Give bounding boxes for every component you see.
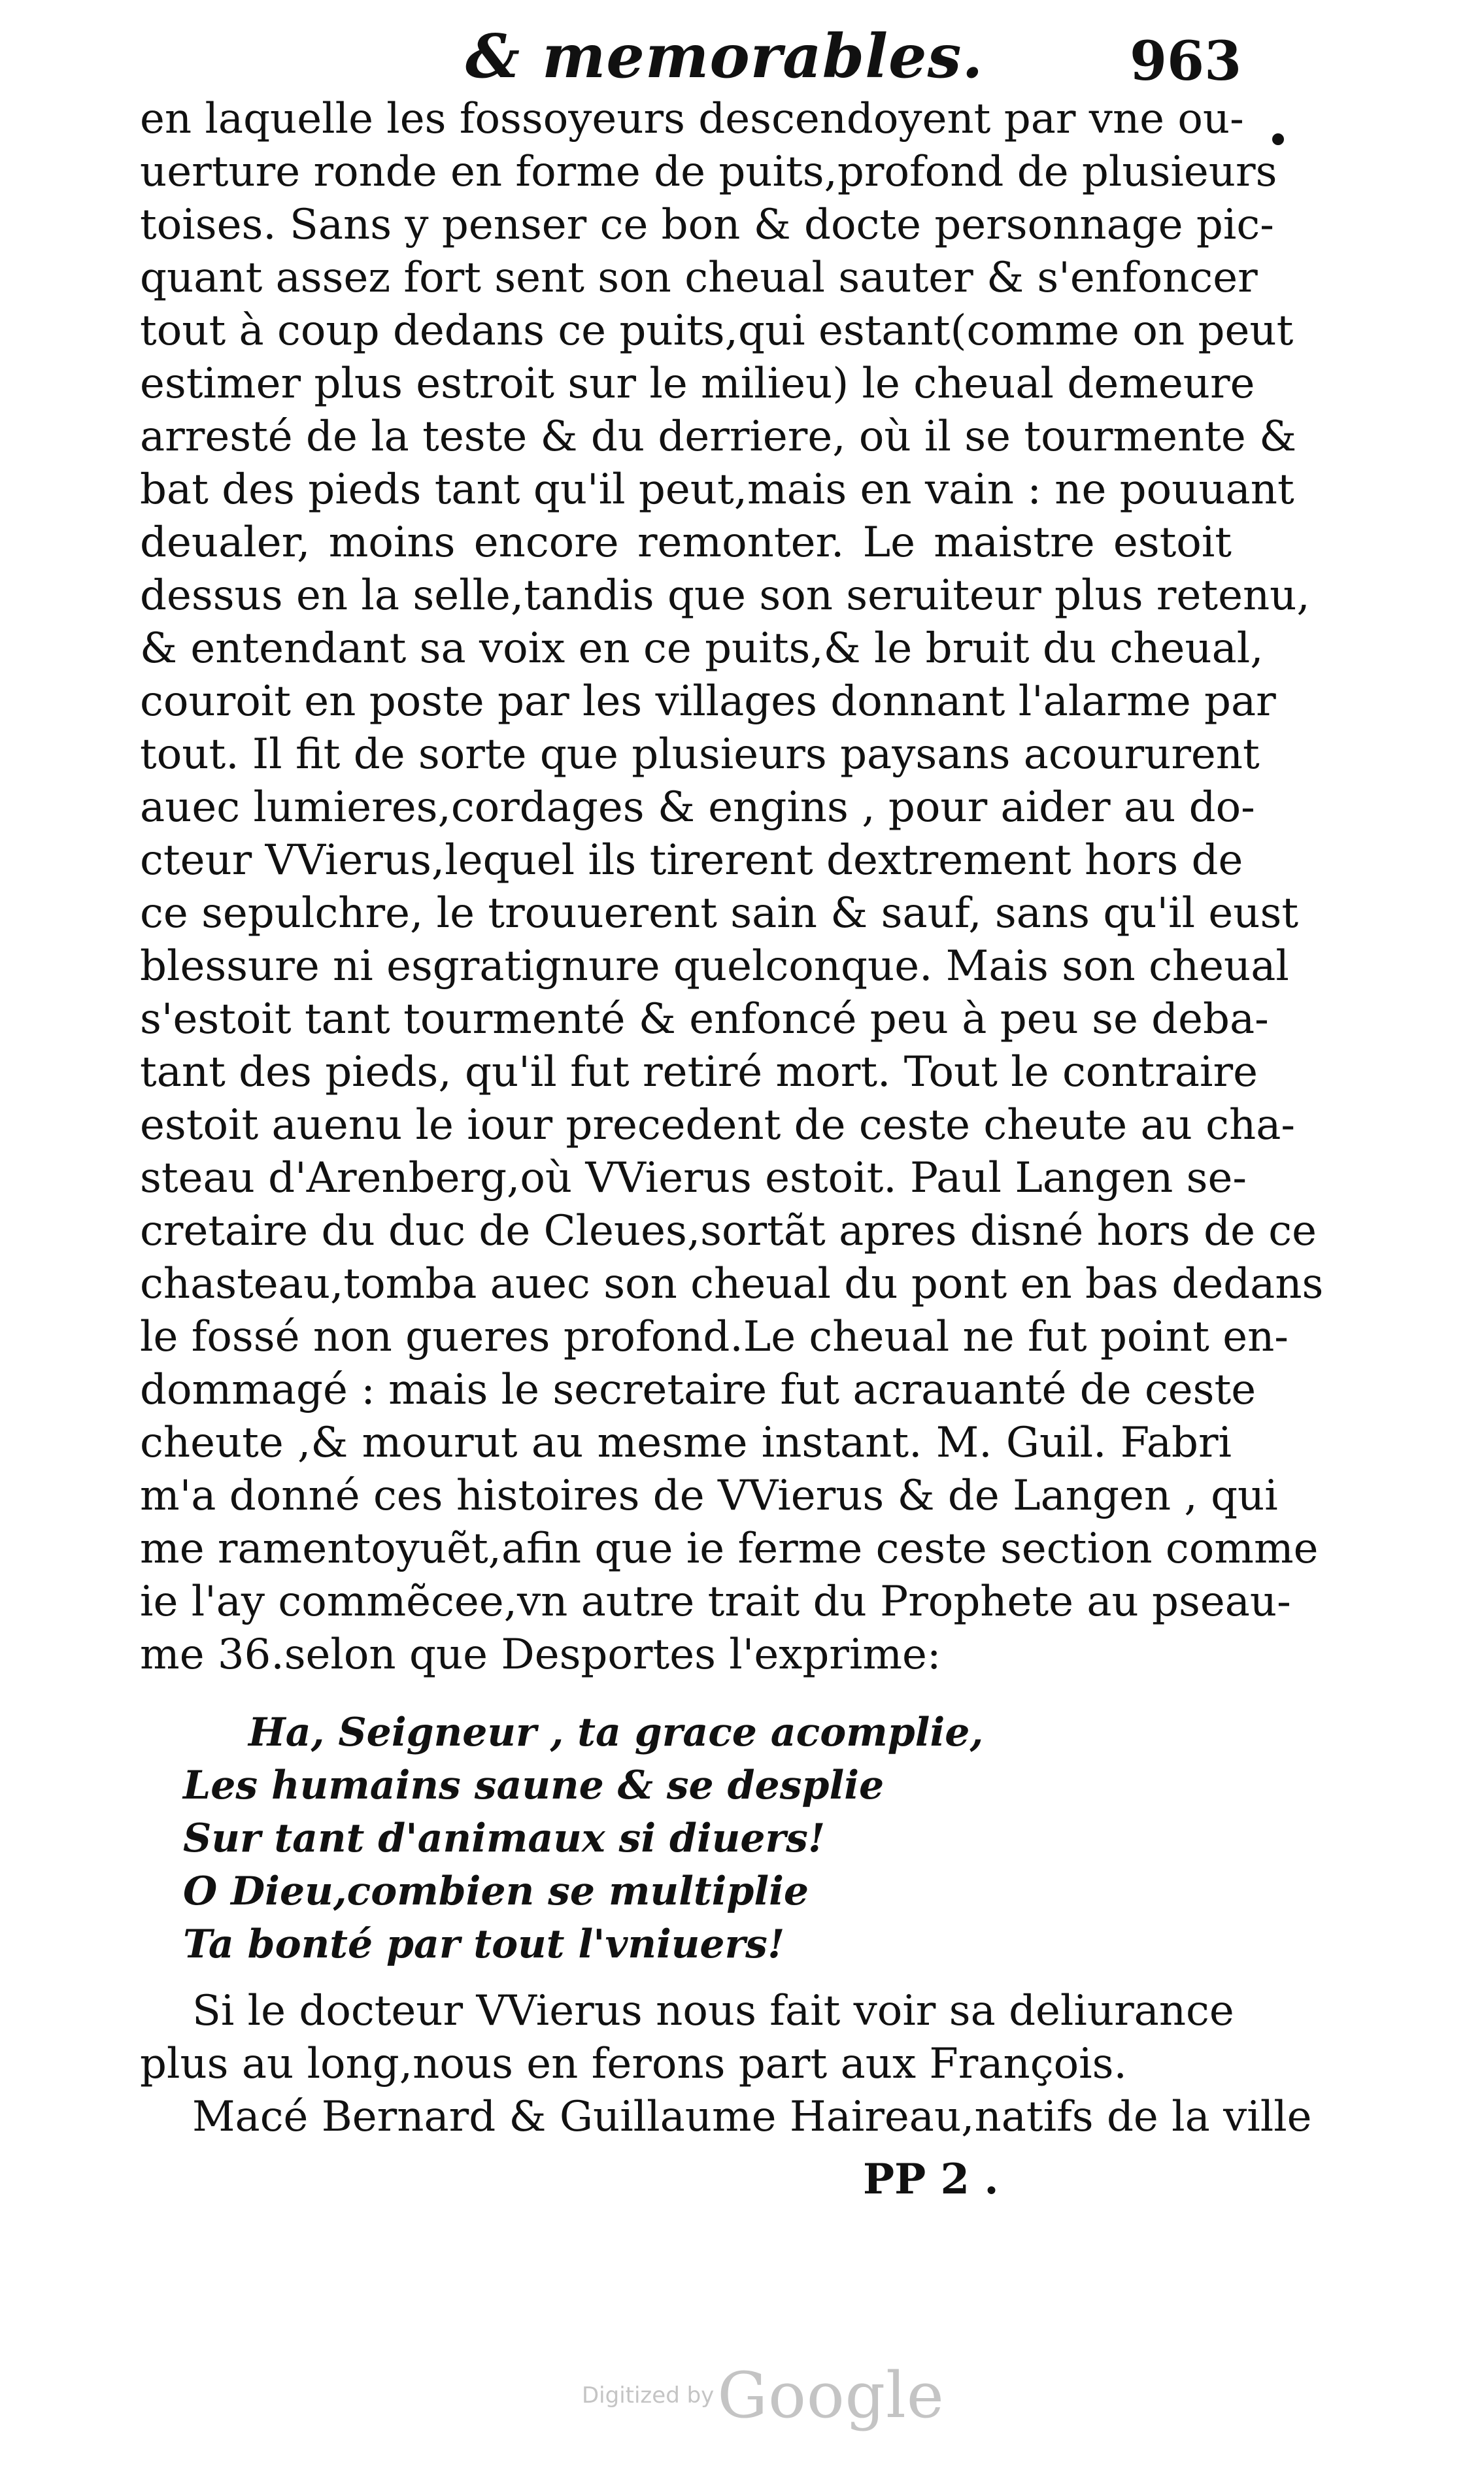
text-line: ie l'ay commẽcee,vn autre trait du Prophete au pseau- [140,1578,1291,1626]
text-line: & entendant sa voix en ce puits,& le bruit du cheual, [140,624,1264,673]
text-line: cteur VVierus,lequel ils tirerent dextrement hors de [140,836,1243,885]
text-line: arresté de la teste & du derriere, où il se tourmente & [140,413,1297,461]
text-line: Si le docteur VVierus nous fait voir sa deliurance [192,1987,1234,2035]
ink-spot [1272,133,1284,145]
verse-line: Ta bonté par tout l'vniuers! [183,1921,785,1967]
text-line: tant des pieds, qu'il fut retiré mort. Tout le contraire [140,1048,1258,1096]
text-line: me ramentoyuẽt,afin que ie ferme ceste section comme [140,1525,1319,1573]
digitization-watermark [582,2359,945,2432]
text-line: deualer, moins encore remonter. Le maistre estoit [140,518,1232,567]
closing-paragraph [140,1985,1312,2144]
text-line: me 36.selon que Desportes l'exprime: [140,1631,941,1679]
text-line: auec lumieres,cordages & engins , pour aider au do- [140,783,1255,832]
verse-quotation [183,1706,1033,1971]
text-line: le fossé non gueres profond.Le cheual ne fut point en- [140,1313,1289,1361]
text-line: estimer plus estroit sur le milieu) le cheual demeure [140,360,1255,408]
verse-line: Les humains saune & se desplie [183,1763,885,1808]
text-line: dessus en la selle,tandis que son seruiteur plus retenu, [140,571,1310,620]
watermark-logo: Google [717,2359,945,2432]
verse-line: Sur tant d'animaux si diuers! [183,1816,826,1861]
text-line: cretaire du duc de Cleues,sortãt apres disné hors de ce [140,1207,1317,1255]
text-line: ce sepulchre, le trouuerent sain & sauf, sans qu'il eust [140,889,1299,938]
text-line: estoit auenu le iour precedent de ceste cheute au cha- [140,1101,1295,1149]
body-paragraph [140,93,1324,1682]
text-line: plus au long,nous en ferons part aux François. [140,2040,1127,2088]
text-line: uerture ronde en forme de puits,profond de plusieurs [140,148,1277,196]
text-line: bat des pieds tant qu'il peut,mais en vain : ne pouuant [140,465,1294,514]
running-title: & memorables. [465,21,984,92]
text-line: quant assez fort sent son cheual sauter & s'enfoncer [140,254,1258,302]
text-line: Macé Bernard & Guillaume Haireau,natifs de la ville [192,2093,1312,2141]
text-line: steau d'Arenberg,où VVierus estoit. Paul Langen se- [140,1154,1247,1202]
page-number: 963 [1130,30,1242,93]
text-line: cheute ,& mourut au mesme instant. M. Guil. Fabri [140,1419,1232,1467]
verse-line: O Dieu,combien se multiplie [183,1869,809,1914]
text-line: en laquelle les fossoyeurs descendoyent par vne ou- [140,95,1244,143]
text-line: tout à coup dedans ce puits,qui estant(comme on peut [140,307,1294,355]
text-line: s'estoit tant tourmenté & enfoncé peu à peu se deba- [140,995,1269,1043]
text-line: chasteau,tomba auec son cheual du pont en bas dedans [140,1260,1324,1308]
verse-line: Ha, Seigneur , ta grace acomplie, [248,1710,984,1755]
text-line: m'a donné ces histoires de VVierus & de Langen , qui [140,1472,1278,1520]
text-line: dommagé : mais le secretaire fut acrauanté de ceste [140,1366,1256,1414]
signature-mark: PP 2 . [863,2155,999,2204]
text-line: tout. Il fit de sorte que plusieurs paysans acoururent [140,730,1260,779]
watermark-prefix: Digitized by [582,2382,715,2409]
text-line: blessure ni esgratignure quelconque. Mais son cheual [140,942,1289,990]
text-line: toises. Sans y penser ce bon & docte personnage pic- [140,201,1274,249]
text-line: couroit en poste par les villages donnant l'alarme par [140,677,1276,726]
